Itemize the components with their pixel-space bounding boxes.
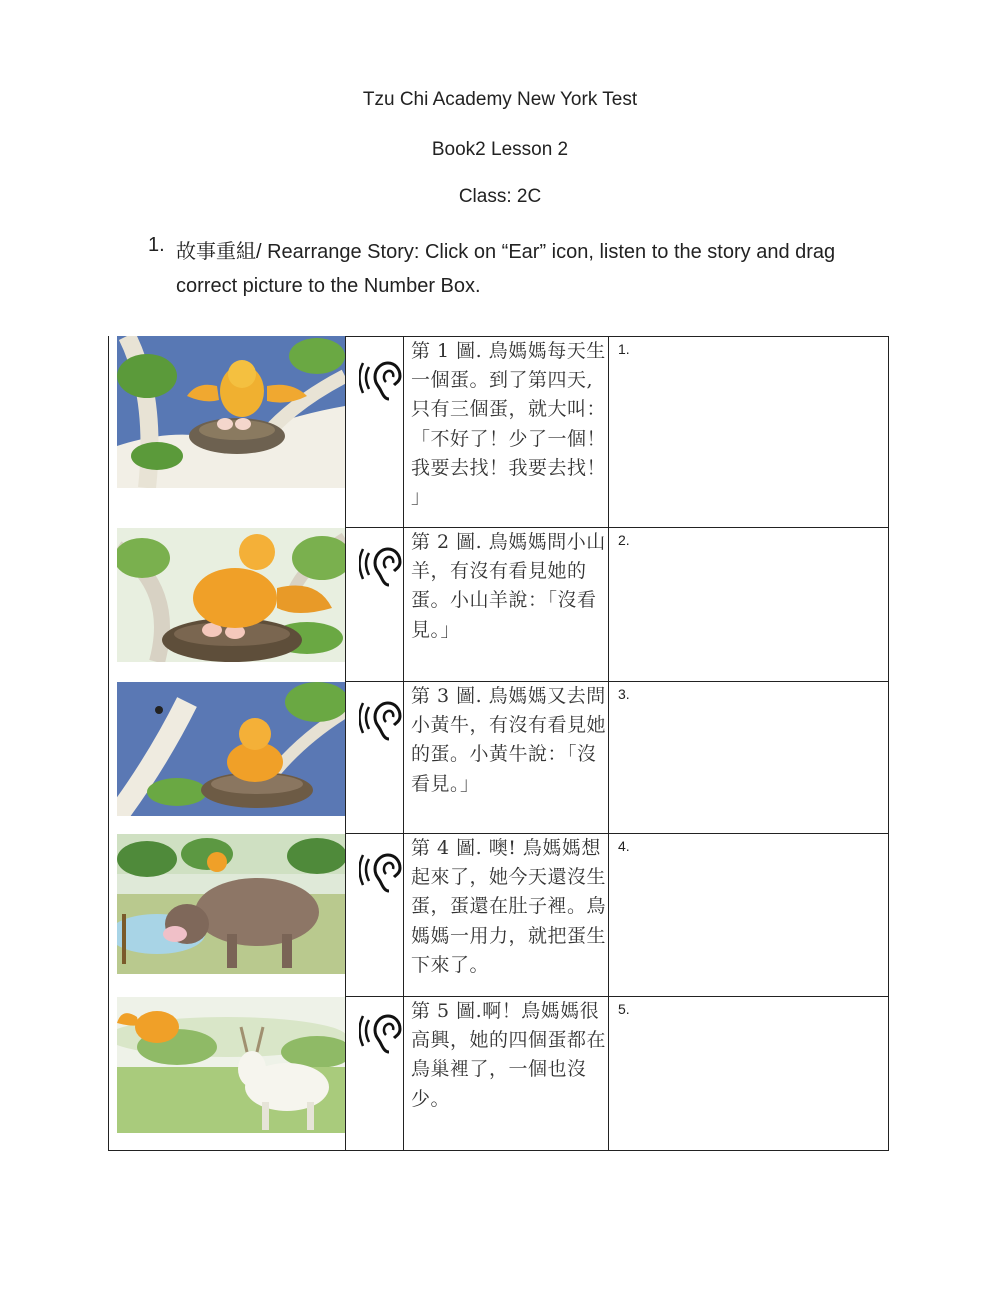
bird-nest-picture[interactable] — [117, 528, 345, 662]
story-row — [108, 833, 889, 996]
story-row — [108, 527, 889, 681]
bird-nest-picture[interactable] — [117, 682, 345, 816]
story-text: 第 1 圖. 鳥媽媽每天生一個蛋。到了第四天,只有三個蛋，就大叫：「不好了！少了一個！我要去找！我要去找！ 」 — [411, 340, 607, 509]
ear-icon[interactable] — [359, 1004, 405, 1060]
table-border-bottom — [108, 1150, 889, 1151]
number-box-1[interactable]: 1. — [618, 341, 630, 357]
bird-and-ox-picture[interactable] — [117, 834, 345, 974]
number-box-4[interactable]: 4. — [618, 838, 630, 854]
question-instruction — [176, 234, 896, 303]
bird-and-goat-picture[interactable] — [117, 997, 345, 1133]
ear-icon[interactable] — [359, 691, 405, 747]
story-row — [108, 336, 889, 527]
number-box-2[interactable]: 2. — [618, 532, 630, 548]
bird-nest-picture[interactable] — [117, 336, 345, 488]
story-text: 第 3 圖. 鳥媽媽又去問小黃牛，有沒有看見她的蛋。小黃牛說：「沒看見。」 — [411, 685, 607, 795]
class-label: Class: 2C — [458, 186, 542, 207]
lesson-label: Book2 Lesson 2 — [431, 139, 569, 160]
story-row — [108, 681, 889, 833]
ear-icon[interactable] — [359, 351, 405, 407]
ear-icon[interactable] — [359, 843, 405, 899]
number-box-5[interactable]: 5. — [618, 1001, 630, 1017]
question-number: 1. — [148, 234, 165, 256]
question-instruction-text: / Rearrange Story: Click on “Ear” icon, listen to the story and drag correct picture to the Number Box. — [176, 241, 836, 297]
story-text: 第 2 圖. 鳥媽媽問小山羊，有沒有看見她的蛋。小山羊說：「沒看見。」 — [411, 531, 606, 641]
ear-icon[interactable] — [359, 537, 405, 593]
story-row — [108, 996, 889, 1150]
question-label-cjk: 故事重組 — [176, 239, 256, 263]
page-title: Tzu Chi Academy New York Test — [362, 89, 638, 110]
story-text: 第 5 圖.啊！鳥媽媽很高興，她的四個蛋都在鳥巢裡了，一個也沒少。 — [411, 1000, 607, 1110]
story-text: 第 4 圖. 噢! 鳥媽媽想起來了，她今天還沒生蛋，蛋還在肚子裡。鳥媽媽一用力，就把蛋生下來了。 — [411, 837, 607, 976]
story-table — [108, 336, 889, 1151]
number-box-3[interactable]: 3. — [618, 686, 630, 702]
